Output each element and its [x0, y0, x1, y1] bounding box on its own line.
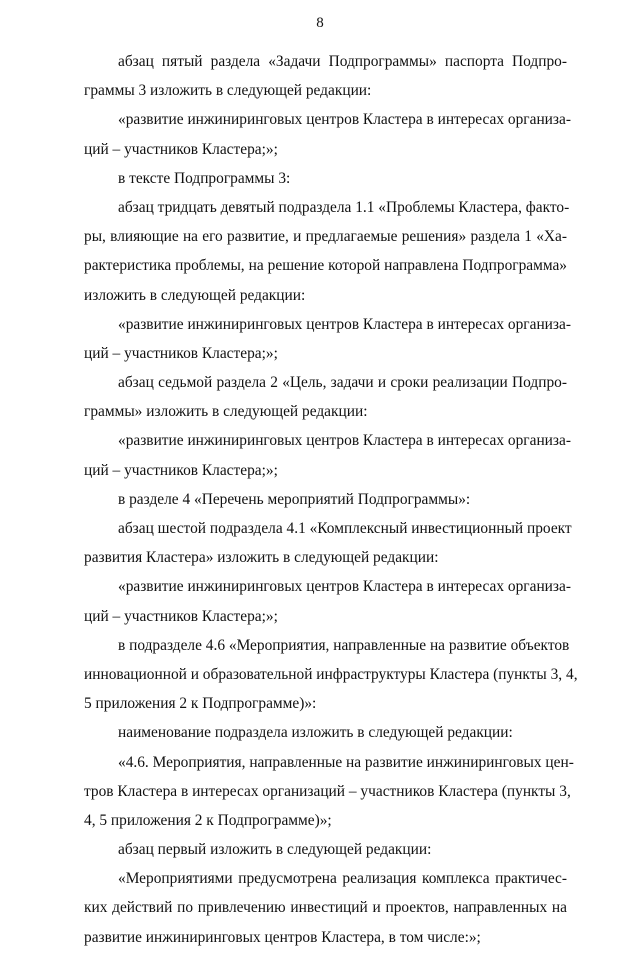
text-line: «развитие инжиниринговых центров Кластера в интересах организа- — [118, 315, 571, 333]
text-line: 4, 5 приложения 2 к Подпрограмме)»; — [84, 811, 332, 829]
text-line: ций – участников Кластера;»; — [84, 140, 278, 158]
text-line: в подразделе 4.6 «Мероприятия, направленные на развитие объектов — [118, 636, 570, 654]
text-line: абзац тридцать девятый подраздела 1.1 «Проблемы Кластера, факто- — [118, 198, 570, 216]
text-line: «развитие инжиниринговых центров Кластера в интересах организа- — [118, 578, 571, 596]
text-line: ций – участников Кластера;»; — [84, 607, 278, 625]
text-line: развития Кластера» изложить в следующей редакции: — [84, 549, 439, 567]
text-line: наименование подраздела изложить в следующей редакции: — [118, 724, 513, 742]
text-line: инновационной и образовательной инфраструктуры Кластера (пункты 3, 4, — [84, 665, 578, 683]
text-line: рактеристика проблемы, на решение которой направлена Подпрограмма» — [84, 257, 567, 275]
text-line: «4.6. Мероприятия, направленные на развитие инжиниринговых цен- — [118, 753, 574, 771]
text-line: ры, влияющие на его развитие, и предлагаемые решения» раздела 1 «Ха- — [84, 228, 567, 246]
text-line: ких действий по привлечению инвестиций и проектов, направленных на — [84, 899, 567, 917]
text-line: абзац пятый раздела «Задачи Подпрограммы» паспорта Подпро- — [118, 53, 567, 70]
text-line: «Мероприятиями предусмотрена реализация комплекса практичес- — [118, 870, 567, 888]
text-line: изложить в следующей редакции: — [84, 286, 306, 304]
text-line: граммы» изложить в следующей редакции: — [84, 403, 368, 421]
text-line: «развитие инжиниринговых центров Кластера в интересах организа- — [118, 111, 571, 129]
text-line: абзац шестой подраздела 4.1 «Комплексный инвестиционный проект — [118, 520, 572, 537]
text-line: ций – участников Кластера;»; — [84, 344, 278, 362]
text-line: «развитие инжиниринговых центров Кластера в интересах организа- — [118, 432, 571, 450]
text-line: ций – участников Кластера;»; — [84, 461, 278, 479]
text-line: развитие инжиниринговых центров Кластера, в том числе:»; — [84, 928, 481, 946]
text-line: 5 приложения 2 к Подпрограмме)»: — [84, 695, 317, 713]
text-line: граммы 3 изложить в следующей редакции: — [84, 82, 372, 100]
text-line: тров Кластера в интересах организаций – участников Кластера (пункты 3, — [84, 782, 571, 800]
page-number: 8 — [316, 15, 324, 31]
text-line: абзац первый изложить в следующей редакции: — [118, 841, 432, 859]
text-line: в разделе 4 «Перечень мероприятий Подпрограммы»: — [118, 490, 471, 508]
document-body — [84, 52, 578, 957]
text-line: в тексте Подпрограммы 3: — [118, 169, 291, 187]
text-line: абзац седьмой раздела 2 «Цель, задачи и сроки реализации Подпро- — [118, 374, 567, 392]
